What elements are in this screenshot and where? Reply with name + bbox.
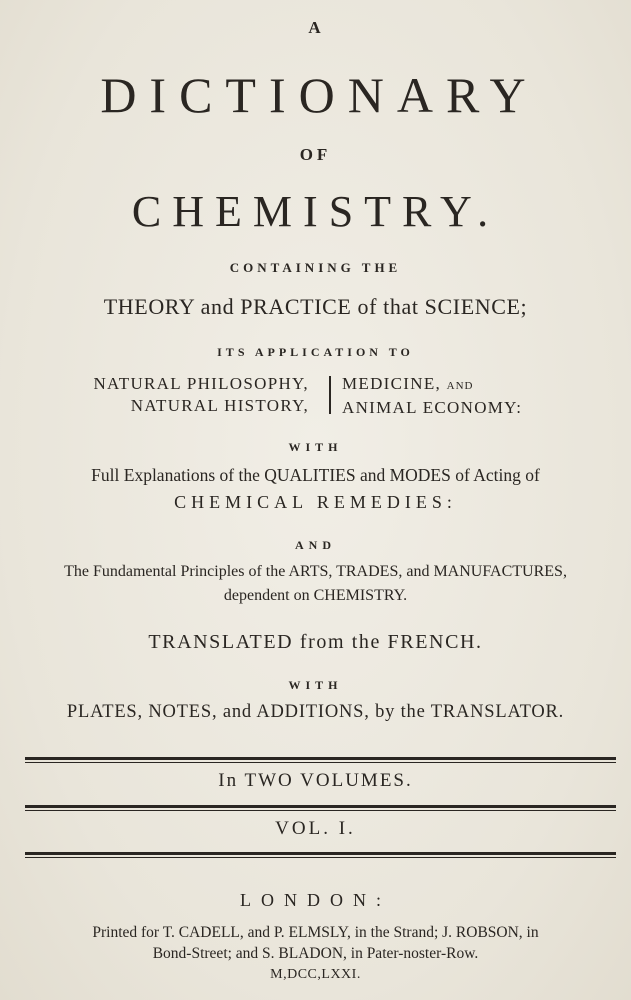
applications-left: [93, 373, 309, 417]
fundamental-principles-line: The Fundamental Principles of the ARTS, TRADES, and MANUFACTURES,: [64, 563, 567, 580]
application-natural-philosophy: NATURAL PHILOSOPHY,: [93, 374, 309, 393]
rule-thin-1: [25, 762, 616, 763]
rule-thick-3: [25, 852, 616, 855]
title-article: A: [308, 18, 323, 37]
subject-title: CHEMISTRY.: [131, 187, 500, 236]
translated-line: TRANSLATED from the FRENCH.: [148, 631, 483, 653]
volume-number: VOL. I.: [275, 818, 356, 839]
with-heading-1: WITH: [288, 440, 343, 454]
rule-thin-2: [25, 810, 616, 811]
rule-thin-3: [25, 857, 616, 858]
imprint-date: M,DCC,LXXI.: [270, 967, 361, 982]
full-explanations-line: Full Explanations of the QUALITIES and MODES of Acting of: [91, 465, 540, 485]
theory-line: THEORY and PRACTICE of that SCIENCE;: [103, 294, 528, 319]
application-natural-history: NATURAL HISTORY,: [130, 396, 309, 415]
with-heading-2: WITH: [288, 678, 343, 692]
application-medicine: MEDICINE, AND: [342, 374, 474, 393]
applications-right: [342, 373, 522, 419]
application-heading: ITS APPLICATION TO: [217, 345, 414, 359]
main-title: DICTIONARY: [100, 67, 539, 123]
application-animal-economy: ANIMAL ECONOMY:: [342, 398, 523, 417]
rule-thick-1: [25, 757, 616, 760]
volumes-line: In TWO VOLUMES.: [218, 770, 413, 791]
imprint-line-1: Printed for T. CADELL, and P. ELMSLY, in the Strand; J. ROBSON, in: [92, 924, 539, 941]
chemical-remedies-line: CHEMICAL REMEDIES:: [174, 492, 457, 512]
containing-line: CONTAINING THE: [229, 260, 402, 275]
plates-line: PLATES, NOTES, and ADDITIONS, by the TRANSLATOR.: [66, 702, 565, 722]
imprint-city: LONDON:: [240, 890, 391, 910]
and-heading: AND: [295, 538, 336, 552]
imprint-line-2: Bond-Street; and S. BLADON, in Pater-noster-Row.: [152, 945, 479, 962]
title-of: OF: [299, 145, 332, 164]
column-divider: [329, 376, 331, 414]
dependent-line: dependent on CHEMISTRY.: [223, 587, 408, 604]
applications-block: [0, 373, 631, 417]
rule-thick-2: [25, 805, 616, 808]
